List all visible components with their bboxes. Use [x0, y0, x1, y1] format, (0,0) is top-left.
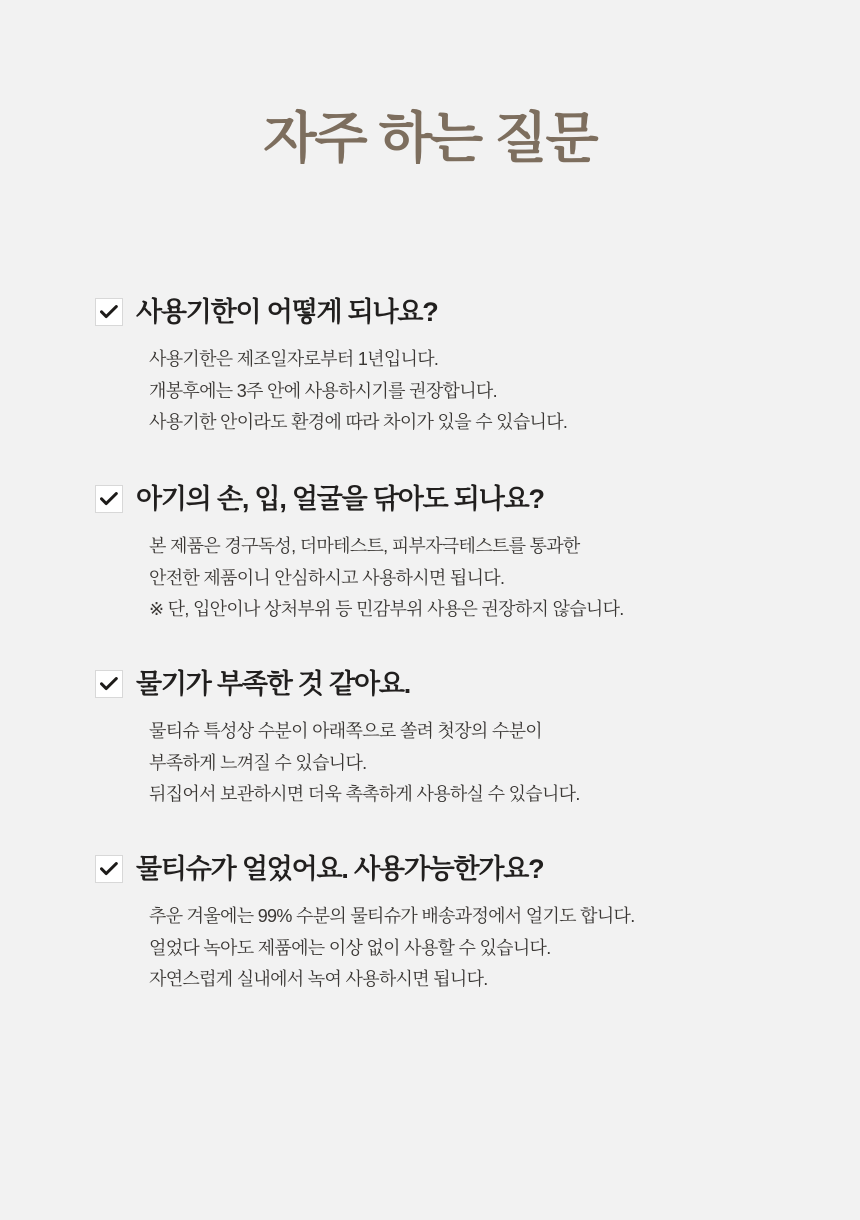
faq-answer-line: 사용기한 안이라도 환경에 따라 차이가 있을 수 있습니다. [149, 412, 568, 433]
faq-item [95, 853, 795, 996]
faq-answer-line: 추운 겨울에는 99% 수분의 물티슈가 배송과정에서 얼기도 합니다. [149, 906, 635, 927]
faq-question: 아기의 손, 입, 얼굴을 닦아도 되나요? [136, 483, 544, 514]
faq-question: 물티슈가 얼었어요. 사용가능한가요? [136, 853, 544, 884]
faq-question: 물기가 부족한 것 같아요. [136, 668, 411, 699]
faq-answer [95, 344, 795, 439]
faq-answer-line: ※ 단, 입안이나 상처부위 등 민감부위 사용은 권장하지 않습니다. [149, 599, 624, 620]
faq-answer-line: 자연스럽게 실내에서 녹여 사용하시면 됩니다. [149, 969, 488, 990]
faq-answer-line: 물티슈 특성상 수분이 아래쪽으로 쏠려 첫장의 수분이 [149, 721, 542, 742]
faq-answer-line: 개봉후에는 3주 안에 사용하시기를 권장합니다. [149, 380, 497, 401]
check-icon [95, 670, 123, 698]
faq-answer-line: 안전한 제품이니 안심하시고 사용하시면 됩니다. [149, 567, 505, 588]
faq-item [95, 668, 795, 811]
check-icon [95, 298, 123, 326]
faq-question-row [95, 853, 795, 885]
faq-answer [95, 901, 795, 996]
page-title: 자주 하는 질문 [263, 107, 597, 169]
faq-answer [95, 716, 795, 811]
faq-answer-line: 사용기한은 제조일자로부터 1년입니다. [149, 349, 439, 370]
faq-answer-line: 본 제품은 경구독성, 더마테스트, 피부자극테스트를 통과한 [149, 536, 580, 557]
faq-item [95, 483, 795, 626]
faq-answer [95, 531, 795, 626]
faq-answer-line: 얼었다 녹아도 제품에는 이상 없이 사용할 수 있습니다. [149, 937, 551, 958]
check-icon [95, 485, 123, 513]
faq-question-row [95, 296, 795, 328]
check-icon [95, 855, 123, 883]
faq-answer-line: 뒤집어서 보관하시면 더욱 촉촉하게 사용하실 수 있습니다. [149, 784, 580, 805]
faq-question: 사용기한이 어떻게 되나요? [136, 297, 438, 327]
faq-question-row [95, 668, 795, 700]
faq-list [95, 296, 795, 1036]
faq-answer-line: 부족하게 느껴질 수 있습니다. [149, 752, 367, 773]
faq-question-row [95, 483, 795, 515]
faq-item [95, 296, 795, 439]
